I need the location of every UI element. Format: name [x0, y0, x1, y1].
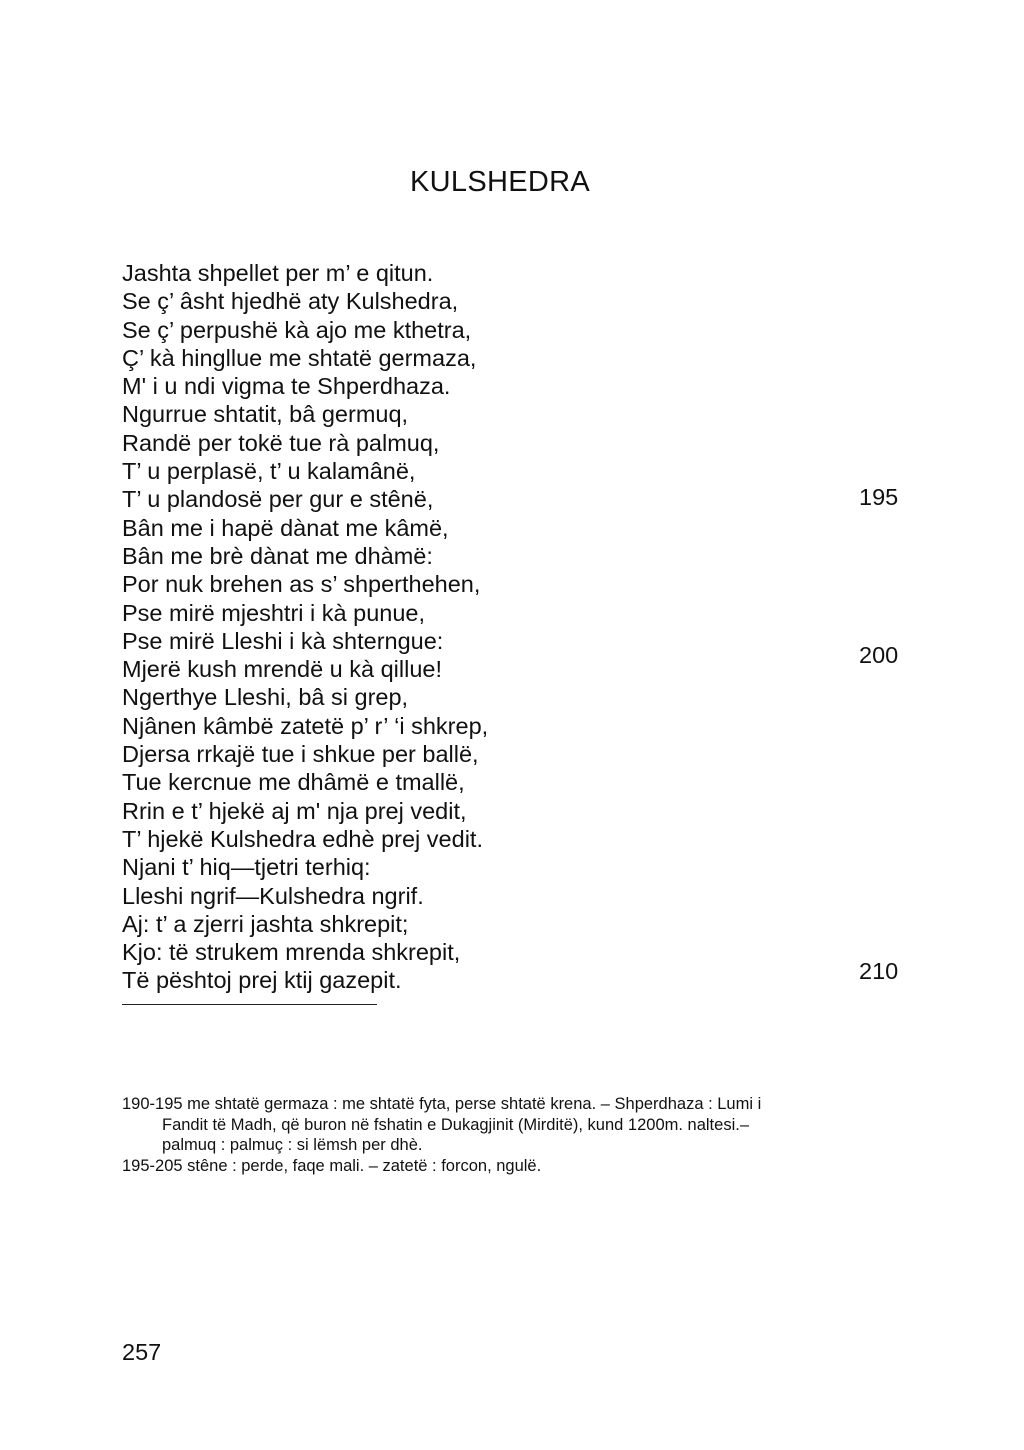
- poem-line: Ngurrue shtatit, bâ germuq,: [122, 401, 409, 428]
- footnote-text: 195-205 stêne : perde, faqe mali. – zatetë : forcon, ngulë.: [122, 1156, 542, 1175]
- poem-line: Të pështoj prej ktij gazepit.: [122, 967, 402, 994]
- footnote-divider: [122, 1004, 377, 1005]
- poem-line: Pse mirë mjeshtri i kà punue,: [122, 599, 426, 626]
- page-title: KULSHEDRA: [410, 166, 590, 198]
- poem-line: Randë per tokë tue rà palmuq,: [122, 429, 440, 456]
- footnote: [122, 1094, 842, 1156]
- page-number: 257: [122, 1339, 162, 1365]
- poem-body: [122, 259, 842, 995]
- line-number: 195: [859, 484, 899, 510]
- poem-line: T’ hjekë Kulshedra edhè prej vedit.: [122, 825, 483, 852]
- poem-line: Bân me brè dànat me dhàmë:: [122, 542, 433, 569]
- poem-line: Aj: t’ a zjerri jashta shkrepit;: [122, 910, 409, 937]
- line-number: 210: [859, 958, 899, 984]
- poem-line: Por nuk brehen as s’ shperthehen,: [122, 571, 481, 598]
- poem-line: Mjerë kush mrendë u kà qillue!: [122, 656, 443, 683]
- poem-line: Tue kercnue me dhâmë e tmallë,: [122, 769, 465, 796]
- poem-line: Njani t’ hiq—tjetri terhiq:: [122, 854, 371, 881]
- poem-line: T’ u plandosë per gur e stênë,: [122, 486, 434, 513]
- poem-line: Pse mirë Lleshi i kà shterngue:: [122, 627, 444, 654]
- poem-line: Djersa rrkajë tue i shkue per ballë,: [122, 741, 479, 768]
- footnote-text: 190-195 me shtatë germaza : me shtatë fyta, perse shtatë krena. – Shperdhaza : Lumi i: [122, 1095, 762, 1113]
- footnote-text: palmuq : palmuç : si lëmsh per dhè.: [162, 1136, 423, 1154]
- poem-line: Ç’ kà hingllue me shtatë germaza,: [122, 344, 477, 371]
- poem-line: Lleshi ngrif—Kulshedra ngrif.: [122, 882, 424, 909]
- poem-line: Kjo: të strukem mrenda shkrepit,: [122, 939, 461, 966]
- poem-line: Jashta shpellet per m’ e qitun.: [122, 260, 434, 286]
- footnote: [122, 1156, 842, 1177]
- footnote-text: Fandit të Madh, që buron në fshatin e Dukagjinit (Mirditë), kund 1200m. naltesi.–: [162, 1115, 749, 1134]
- poem-line: Njânen kâmbë zatetë p’ r’ ‘i shkrep,: [122, 712, 489, 739]
- poem-line: Se ç’ âsht hjedhë aty Kulshedra,: [122, 288, 459, 315]
- poem-line: Se ç’ perpushë kà ajo me kthetra,: [122, 316, 472, 343]
- footnotes: [122, 1094, 842, 1176]
- line-number: 200: [859, 642, 899, 668]
- poem-line: Ngerthye Lleshi, bâ si grep,: [122, 684, 409, 711]
- poem-line: M' i u ndi vigma te Shperdhaza.: [122, 373, 451, 400]
- poem-line: T’ u perplasë, t’ u kalamânë,: [122, 458, 416, 485]
- poem-line: Rrin e t’ hjekë aj m' nja prej vedit,: [122, 797, 467, 824]
- poem-line: Bân me i hapë dànat me kâmë,: [122, 514, 449, 541]
